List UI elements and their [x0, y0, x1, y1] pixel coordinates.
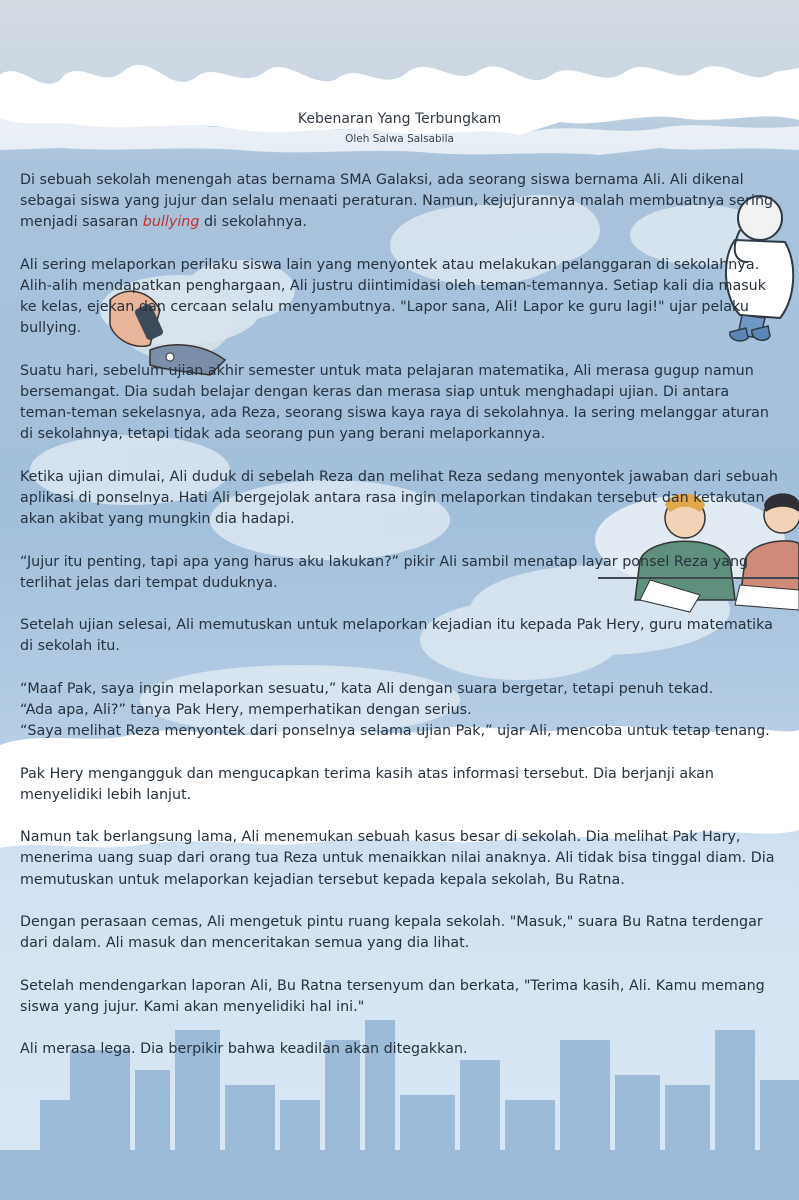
paragraph-1 [20, 170, 785, 234]
paragraph-9: Dengan perasaan cemas, Ali mengetuk pintu ruang kepala sekolah. "Masuk," suara Bu Ratna terdengar dari dalam. Ali masuk dan menceritakan semua yang dia lihat. [20, 913, 763, 952]
paragraph-3: Suatu hari, sebelum ujian akhir semester untuk mata pelajaran matematika, Ali merasa gugup namun bersemangat. Dia sudah belajar dengan keras dan merasa siap untuk menghadapi ujian. Di antara teman-teman sekelasnya, ada Reza, seorang siswa kaya raya di sekolahnya. Ia sering melanggar aturan di sekolahnya, tetapi tidak ada seorang pun yang berani melaporkannya. [20, 362, 769, 443]
paragraph-5: “Jujur itu penting, tapi apa yang harus aku lakukan?” pikir Ali sambil menatap layar ponsel Reza yang terlihat jelas dari tempat duduknya. [20, 553, 749, 591]
dialogue-line-2: “Ada apa, Ali?” tanya Pak Hery, memperhatikan dengan serius. [20, 701, 472, 718]
paragraph-1-start: Di sebuah sekolah menengah atas bernama SMA Galaksi, ada seorang siswa bernama Ali. Ali dikenal sebagai siswa yang jujur dan selalu menaati peraturan. Namun, kejujurannya malah membuatnya sering menjadi sasaran [20, 172, 774, 231]
story-body [20, 170, 785, 1060]
paragraph-2: Ali sering melaporkan perilaku siswa lain yang menyontek atau melakukan pelanggaran di sekolahnya. Alih-alih mendapatkan penghargaan, Ali justru diintimidasi oleh teman-temannya. Setiap kali dia masuk ke kelas, ejekan dan cercaan selalu menyambutnya. "Lapor sana, Ali! Lapor ke guru lagi!" ujar pelaku bullying. [20, 256, 767, 337]
paragraph-6: Setelah ujian selesai, Ali memutuskan untuk melaporkan kejadian itu kepada Pak Hery, guru matematika di sekolah itu. [20, 617, 773, 655]
dialogue-line-3: “Saya melihat Reza menyontek dari ponselnya selama ujian Pak,” ujar Ali, mencoba untuk tetap tenang. [20, 723, 770, 740]
dialogue-line-1: “Maaf Pak, saya ingin melaporkan sesuatu,” kata Ali dengan suara bergetar, tetapi penuh tekad. [20, 680, 714, 697]
emphasis-word: bullying [142, 214, 200, 231]
story-author: Oleh Salwa Salsabila [345, 133, 454, 145]
paragraph-10: Setelah mendengarkan laporan Ali, Bu Ratna tersenyum dan berkata, "Terima kasih, Ali. Kamu memang siswa yang jujur. Kami akan menyelidiki hal ini." [20, 977, 765, 1015]
paragraph-1-end: di sekolahnya. [199, 214, 307, 231]
paragraph-8: Namun tak berlangsung lama, Ali menemukan sebuah kasus besar di sekolah. Dia melihat Pak Hary, menerima uang suap dari orang tua Reza untuk menaikkan nilai anaknya. Ali tidak bisa tinggal diam. Dia memutuskan untuk melaporkan kejadian tersebut kepada kepala sekolah, Bu Ratna. [20, 829, 775, 888]
story-title: Kebenaran Yang Terbungkam [297, 111, 502, 127]
paragraph-11: Ali merasa lega. Dia berpikir bahwa keadilan akan ditegakkan. [20, 1041, 468, 1058]
paragraph-7: Pak Hery mengangguk dan mengucapkan terima kasih atas informasi tersebut. Dia berjanji akan menyelidiki lebih lanjut. [20, 765, 714, 803]
paragraph-4: Ketika ujian dimulai, Ali duduk di sebelah Reza dan melihat Reza sedang menyontek jawaban dari sebuah aplikasi di ponselnya. Hati Ali bergejolak antara rasa ingin melaporkan tindakan tersebut dan ketakutan akan akibat yang mungkin dia hadapi. [20, 468, 778, 528]
